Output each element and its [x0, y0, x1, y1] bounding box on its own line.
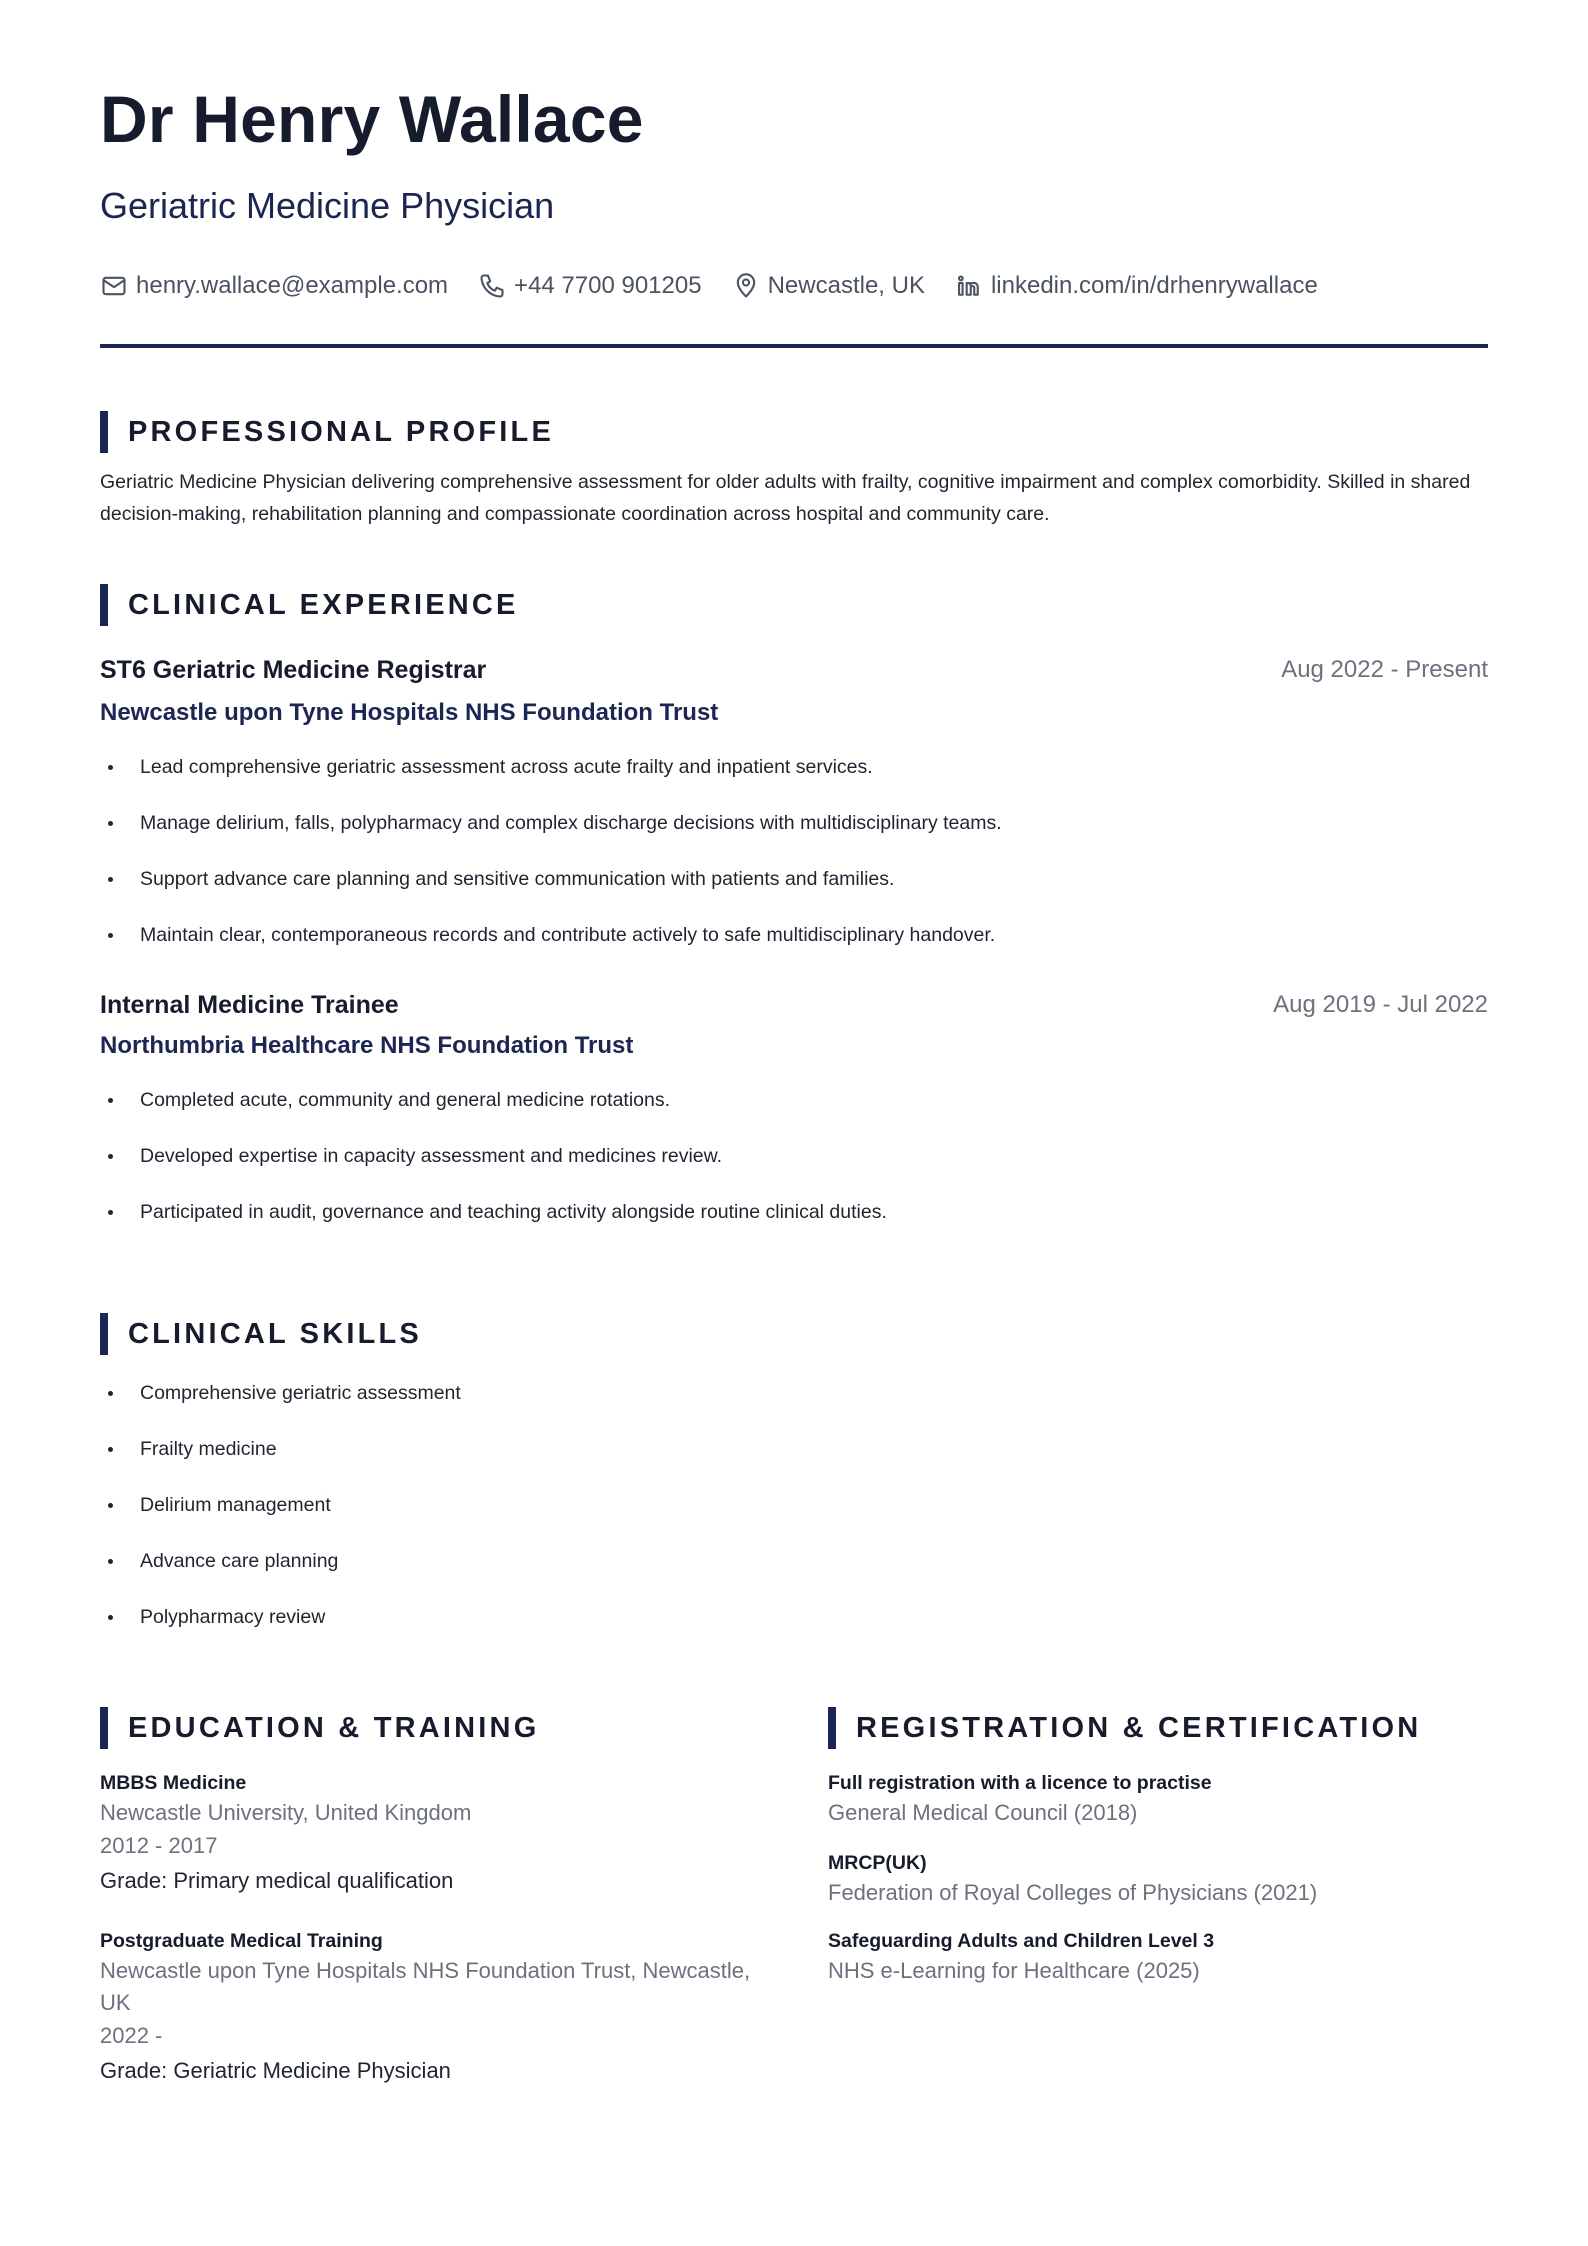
- contact-phone[interactable]: [478, 272, 702, 300]
- heading-accent-bar: [828, 1707, 836, 1749]
- section-heading-certification: [828, 1707, 1421, 1749]
- role-title: ST6 Geriatric Medicine Registrar: [100, 656, 487, 684]
- role-responsibilities: [100, 1088, 887, 1256]
- role-dates: Aug 2019 - Jul 2022: [1273, 991, 1488, 1018]
- certification-issuer: NHS e-Learning for Healthcare (2025): [828, 1958, 1200, 1983]
- list-item: Maintain clear, contemporaneous records and contribute actively to safe multidisciplinary handover.: [100, 923, 1002, 979]
- list-item: Completed acute, community and general medicine rotations.: [100, 1088, 887, 1144]
- certification-title: Safeguarding Adults and Children Level 3: [828, 1930, 1215, 1952]
- education-dates: 2022 -: [100, 2023, 163, 2048]
- contact-location-text: Newcastle, UK: [767, 272, 925, 299]
- section-heading-skills: [100, 1313, 422, 1355]
- certification-entry: [828, 1849, 1488, 1909]
- list-item: Comprehensive geriatric assessment: [100, 1381, 461, 1437]
- education-title: Postgraduate Medical Training: [100, 1930, 383, 1952]
- section-heading-label: CLINICAL SKILLS: [128, 1317, 422, 1350]
- role-organization: Northumbria Healthcare NHS Foundation Trust: [100, 1032, 634, 1059]
- header-divider: [100, 344, 1488, 348]
- contact-email[interactable]: [100, 272, 448, 300]
- certification-issuer: Federation of Royal Colleges of Physicians (2021): [828, 1880, 1318, 1905]
- contact-location: [732, 272, 925, 300]
- list-item: Advance care planning: [100, 1549, 461, 1605]
- profile-summary: Geriatric Medicine Physician delivering comprehensive assessment for older adults with frailty, cognitive impairment and complex comorbidity. Skilled in shared decision-making, rehabilitation planning and compassionate coordination across hospital and community care.: [100, 471, 1471, 525]
- role-responsibilities: [100, 755, 1002, 979]
- role-dates: Aug 2022 - Present: [1281, 656, 1488, 683]
- list-item: Support advance care planning and sensitive communication with patients and families.: [100, 867, 1002, 923]
- contact-phone-text: +44 7700 901205: [514, 272, 702, 299]
- section-heading-education: [100, 1707, 539, 1749]
- heading-accent-bar: [100, 411, 108, 453]
- heading-accent-bar: [100, 1313, 108, 1355]
- phone-icon: [478, 272, 506, 300]
- contact-linkedin-text: linkedin.com/in/drhenrywallace: [990, 272, 1318, 299]
- candidate-title: Geriatric Medicine Physician: [100, 185, 555, 226]
- certification-entry: [828, 1927, 1488, 1987]
- education-title: MBBS Medicine: [100, 1772, 247, 1794]
- list-item: Polypharmacy review: [100, 1605, 461, 1661]
- education-entry: [100, 1927, 780, 2089]
- section-heading-label: EDUCATION & TRAINING: [128, 1711, 540, 1744]
- section-heading-label: REGISTRATION & CERTIFICATION: [856, 1711, 1422, 1744]
- certification-title: Full registration with a licence to practise: [828, 1772, 1212, 1794]
- education-institution: Newcastle upon Tyne Hospitals NHS Foundation Trust, Newcastle, UK: [100, 1958, 751, 2015]
- list-item: Lead comprehensive geriatric assessment across acute frailty and inpatient services.: [100, 755, 1002, 811]
- contact-email-text: henry.wallace@example.com: [136, 272, 449, 299]
- education-grade: Grade: Geriatric Medicine Physician: [100, 2058, 451, 2083]
- map-pin-icon: [732, 272, 760, 300]
- linkedin-icon: [955, 272, 983, 300]
- mail-icon: [100, 272, 128, 300]
- heading-accent-bar: [100, 1707, 108, 1749]
- candidate-name: Dr Henry Wallace: [100, 82, 644, 156]
- education-institution: Newcastle University, United Kingdom: [100, 1800, 472, 1825]
- list-item: Manage delirium, falls, polypharmacy and complex discharge decisions with multidisciplinary teams.: [100, 811, 1002, 867]
- education-entry: [100, 1769, 780, 1899]
- heading-accent-bar: [100, 584, 108, 626]
- contact-row: [100, 272, 1348, 300]
- list-item: Delirium management: [100, 1493, 461, 1549]
- section-heading-label: PROFESSIONAL PROFILE: [128, 415, 555, 448]
- skills-list: [100, 1381, 461, 1661]
- section-heading-experience: [100, 584, 519, 626]
- list-item: Developed expertise in capacity assessment and medicines review.: [100, 1144, 887, 1200]
- role-title: Internal Medicine Trainee: [100, 991, 399, 1019]
- certification-issuer: General Medical Council (2018): [828, 1800, 1138, 1825]
- section-heading-profile: [100, 411, 554, 453]
- certification-title: MRCP(UK): [828, 1852, 927, 1874]
- list-item: Participated in audit, governance and teaching activity alongside routine clinical duties.: [100, 1200, 887, 1256]
- list-item: Frailty medicine: [100, 1437, 461, 1493]
- education-dates: 2012 - 2017: [100, 1833, 218, 1858]
- contact-linkedin[interactable]: [955, 272, 1318, 300]
- section-heading-label: CLINICAL EXPERIENCE: [128, 588, 519, 621]
- certification-entry: [828, 1769, 1488, 1829]
- education-grade: Grade: Primary medical qualification: [100, 1868, 454, 1893]
- role-organization: Newcastle upon Tyne Hospitals NHS Foundation Trust: [100, 699, 719, 726]
